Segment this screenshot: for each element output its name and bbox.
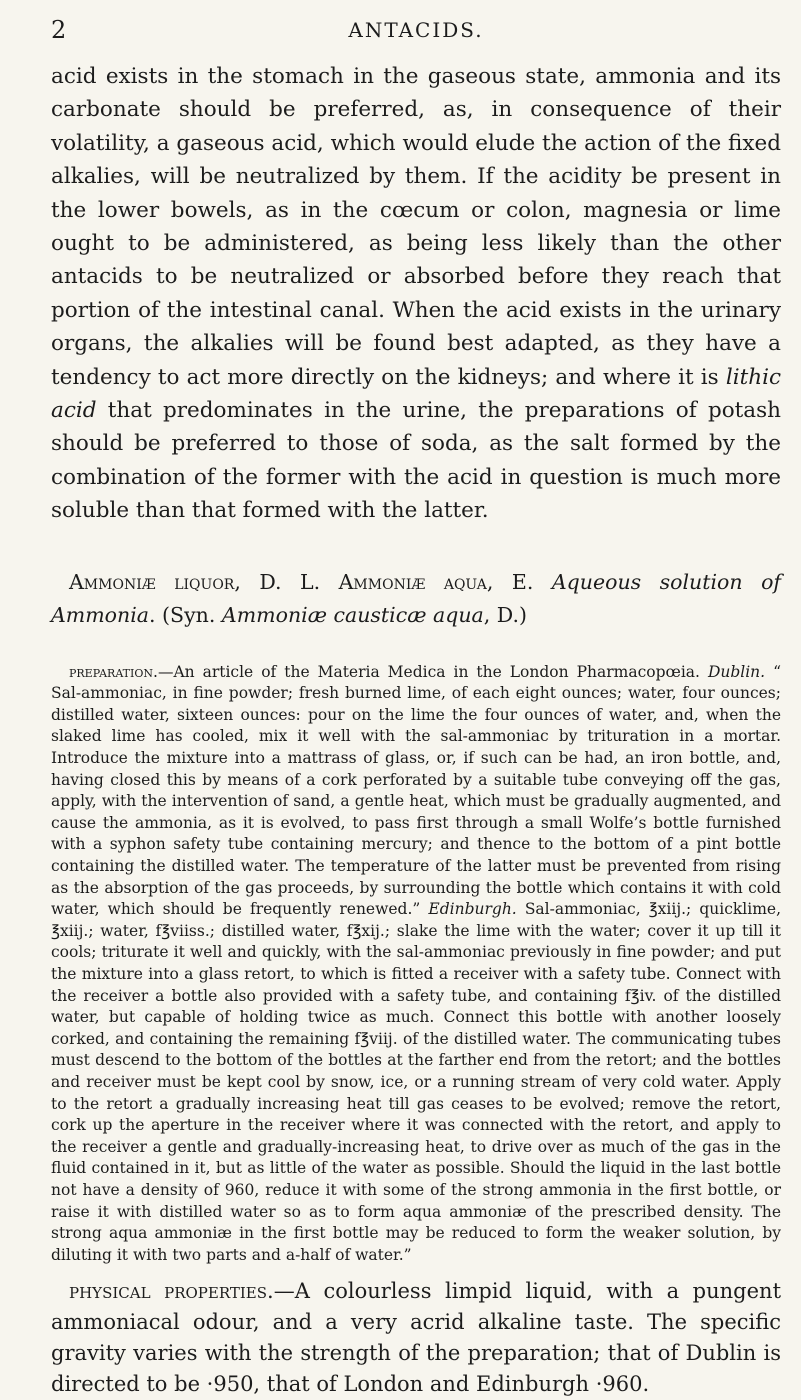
preparation-paragraph <box>51 662 781 1267</box>
entry-description: Aqueous solution of Ammonia <box>51 569 781 627</box>
entry-heading <box>51 566 781 632</box>
preparation-label: preparation. <box>69 662 158 681</box>
preparation-text-b: “ Sal-ammoniac, in fine powder; fresh burned lime, of each eight ounces; water, four ounces; distilled water, sixteen ounces: pour on the lime the four ounces of water, and, when the slaked lime has cooled, mix it well with the sal-ammoniac by trituration in a mortar. Introduce the mixture into a mattrass of glass, or, if such can be had, an iron bottle, and, having closed this by means of a cork perforated by a suitable tube conveying off the gas, apply, with the intervention of sand, a gentle heat, which must be gradually augmented, and cause the ammonia, as it is evolved, to pass first through a small Wolfe’s bottle furnished with a syphon safety tube containing mercury; and thence to the bottom of a pint bottle containing the distilled water. The temperature of the latter must be prevented from rising as the absorption of the gas proceeds, by surrounding the bottle which contains it with cold water, which should be frequently renewed.” <box>51 662 781 919</box>
physical-properties-paragraph <box>51 1276 781 1400</box>
entry-syn-close: , D.) <box>483 602 528 627</box>
intro-paragraph <box>51 60 781 528</box>
running-title: ANTACIDS. <box>348 18 484 42</box>
preparation-text-a: —An article of the Materia Medica in the London Pharmacopœia. <box>157 662 708 681</box>
running-head <box>51 0 781 60</box>
intro-emphasis: lithic acid <box>51 364 781 424</box>
entry-name-1: Ammoniæ liquor <box>69 569 235 594</box>
entry-abbr-1: , D. L. <box>234 569 339 594</box>
intro-text-a: acid exists in the stomach in the gaseous state, ammonia and its carbonate should be preferred, as, in consequence of their volatility, a gaseous acid, which would elude the action of the fixed alkalies, will be neutralized by them. If the acidity be present in the lower bowels, as in the cœcum or colon, magnesia or lime ought to be administered, as being less likely than the other antacids to be neutralized or absorbed before they reach that portion of the intestinal canal. When the acid exists in the urinary organs, the alkalies will be found best adapted, as they have a tendency to act more directly on the kidneys; and where it is <box>51 64 781 390</box>
physical-text: —A colourless limpid liquid, with a pungent ammoniacal odour, and a very acrid alkaline taste. The specific gravity varies with the strength of the preparation; that of Dublin is directed to be ·950, that of London and Edinburgh ·960. <box>51 1279 782 1397</box>
entry-abbr-2: , E. <box>486 569 552 594</box>
entry-name-2: Ammoniæ aqua <box>338 569 487 594</box>
preparation-edinburgh: Edinburgh. <box>428 900 517 919</box>
intro-text-b: that predominates in the urine, the preparations of potash should be preferred to those of soda, as the salt formed by the combination of the former with the acid in question is much more soluble than that formed with the latter. <box>51 398 781 524</box>
preparation-dublin: Dublin. <box>707 662 766 681</box>
page-number: 2 <box>51 16 67 44</box>
entry-synonym: Ammoniæ causticæ aqua <box>221 602 484 627</box>
physical-label: physical properties. <box>69 1279 274 1304</box>
preparation-text-c: Sal-ammoniac, ℥xiij.; quicklime, ℥xiij.; water, f℥viiss.; distilled water, f℥xij.; slake the lime with the water; cover it up till it cools; triturate it well and quickly, with the sal-ammoniac previously in fine powder; and put the mixture into a glass retort, to which is fitted a receiver with a safety tube. Connect with the receiver a bottle also provided with a safety tube, and containing f℥iv. of the distilled water, but capable of holding twice as much. Connect this bottle with another loosely corked, and containing the remaining f℥viij. of the distilled water. The communicating tubes must descend to the bottom of the bottles at the farther end from the retort; and the bottles and receiver must be kept cool by snow, ice, or a running stream of very cold water. Apply to the retort a gradually increasing heat till gas ceases to be evolved; remove the retort, cork up the aperture in the receiver where it was connected with the retort, and apply to the receiver a gentle and gradually-increasing heat, to drive over as much of the gas in the fluid contained in it, but as little of the water as possible. Should the liquid in the last bottle not have a density of 960, reduce it with some of the strong ammonia in the first bottle, or raise it with distilled water so as to form aqua ammoniæ of the prescribed density. The strong aqua ammoniæ in the first bottle may be reduced to form the weaker solution, by diluting it with two parts and a-half of water.” <box>51 900 781 1264</box>
entry-syn-open: . (Syn. <box>149 602 222 627</box>
